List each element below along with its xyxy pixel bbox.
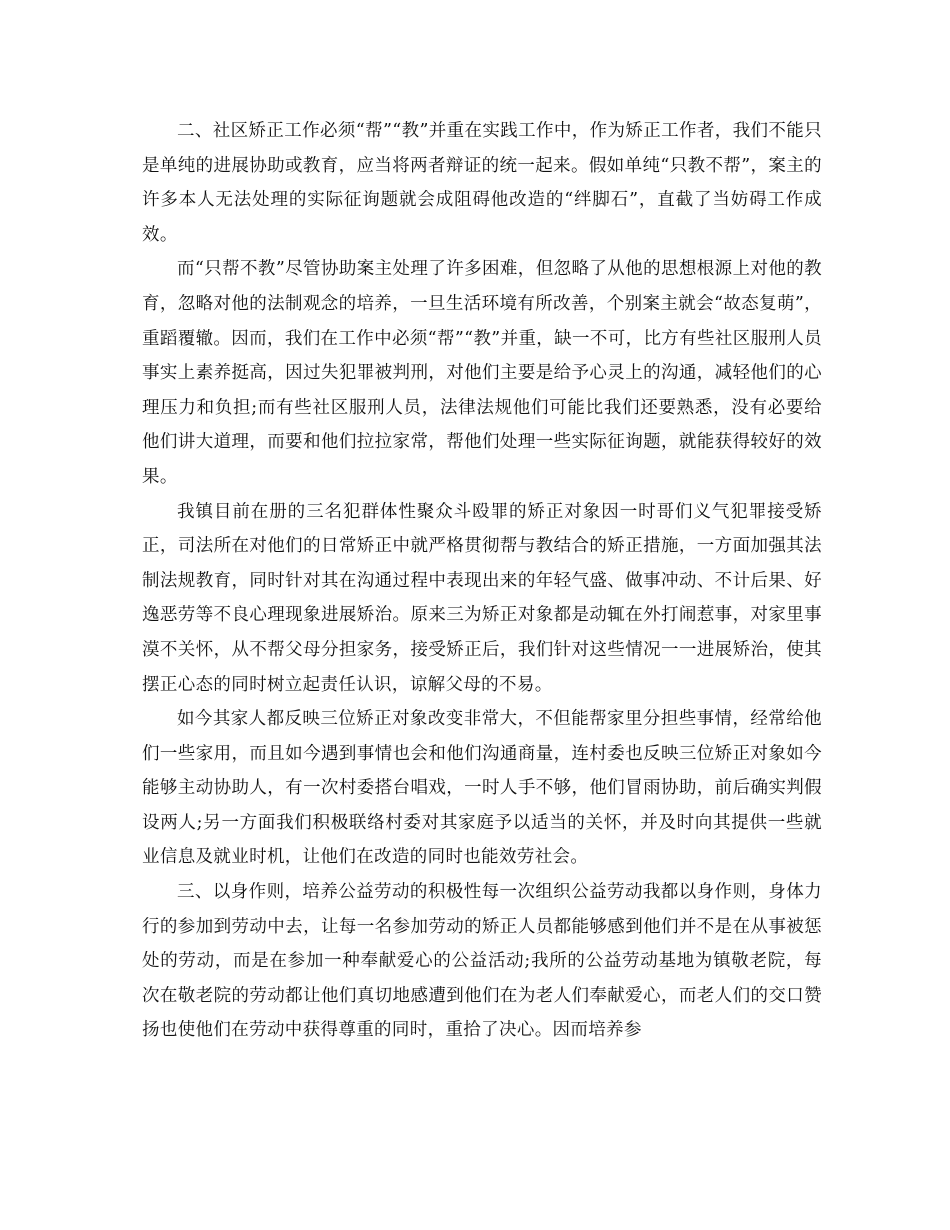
paragraph-5: 三、以身作则，培养公益劳动的积极性每一次组织公益劳动我都以身作则，身体力行的参加到劳动中去，让每一名参加劳动的矫正人员都能够感到他们并不是在从事被惩处的劳动，而是在参加一种奉献爱心的公益活动;我所的公益劳动基地为镇敬老院，每次在敬老院的劳动都让他们真切地感遭到他们在为老人们奉献爱心，而老人们的交口赞扬也使他们在劳动中获得尊重的同时，重拾了决心。因而培养参 [142,882,822,1041]
paragraph-4: 如今其家人都反映三位矫正对象改变非常大，不但能帮家里分担些事情，经常给他们一些家用，而且如今遇到事情也会和他们沟通商量，连村委也反映三位矫正对象如今能够主动协助人，有一次村委搭台唱戏，一时人手不够，他们冒雨协助，前后确实判假设两人;另一方面我们积极联络村委对其家庭予以适当的关怀，并及时向其提供一些就业信息及就业时机，让他们在改造的同时也能效劳社会。 [142,709,822,868]
document-body [142,114,822,1048]
paragraph-1: 二、社区矫正工作必须“帮”“教”并重在实践工作中，作为矫正工作者，我们不能只是单纯的进展协助或教育，应当将两者辩证的统一起来。假如单纯“只教不帮”，案主的许多本人无法处理的实际征询题就会成阻碍他改造的“绊脚石”，直截了当妨碍工作成效。 [142,121,822,245]
paragraph-2: 而“只帮不教”尽管协助案主处理了许多困难，但忽略了从他的思想根源上对他的教育，忽略对他的法制观念的培养，一旦生活环境有所改善，个别案主就会“故态复萌”，重蹈覆辙。因而，我们在工作中必须“帮”“教”并重，缺一不可，比方有些社区服刑人员事实上素养挺高，因过失犯罪被判刑，对他们主要是给予心灵上的沟通，减轻他们的心理压力和负担;而有些社区服刑人员，法律法规他们可能比我们还要熟悉，没有必要给他们讲大道理，而要和他们拉拉家常，帮他们处理一些实际征询题，就能获得较好的效果。 [142,259,822,487]
paragraph-3: 我镇目前在册的三名犯群体性聚众斗殴罪的矫正对象因一时哥们义气犯罪接受矫正，司法所在对他们的日常矫正中就严格贯彻帮与教结合的矫正措施，一方面加强其法制法规教育，同时针对其在沟通过程中表现出来的年轻气盛、做事冲动、不计后果、好逸恶劳等不良心理现象进展矫治。原来三为矫正对象都是动辄在外打闹惹事，对家里事漠不关怀，从不帮父母分担家务，接受矫正后，我们针对这些情况一一进展矫治，使其摆正心态的同时树立起责任认识，谅解父母的不易。 [142,501,822,695]
